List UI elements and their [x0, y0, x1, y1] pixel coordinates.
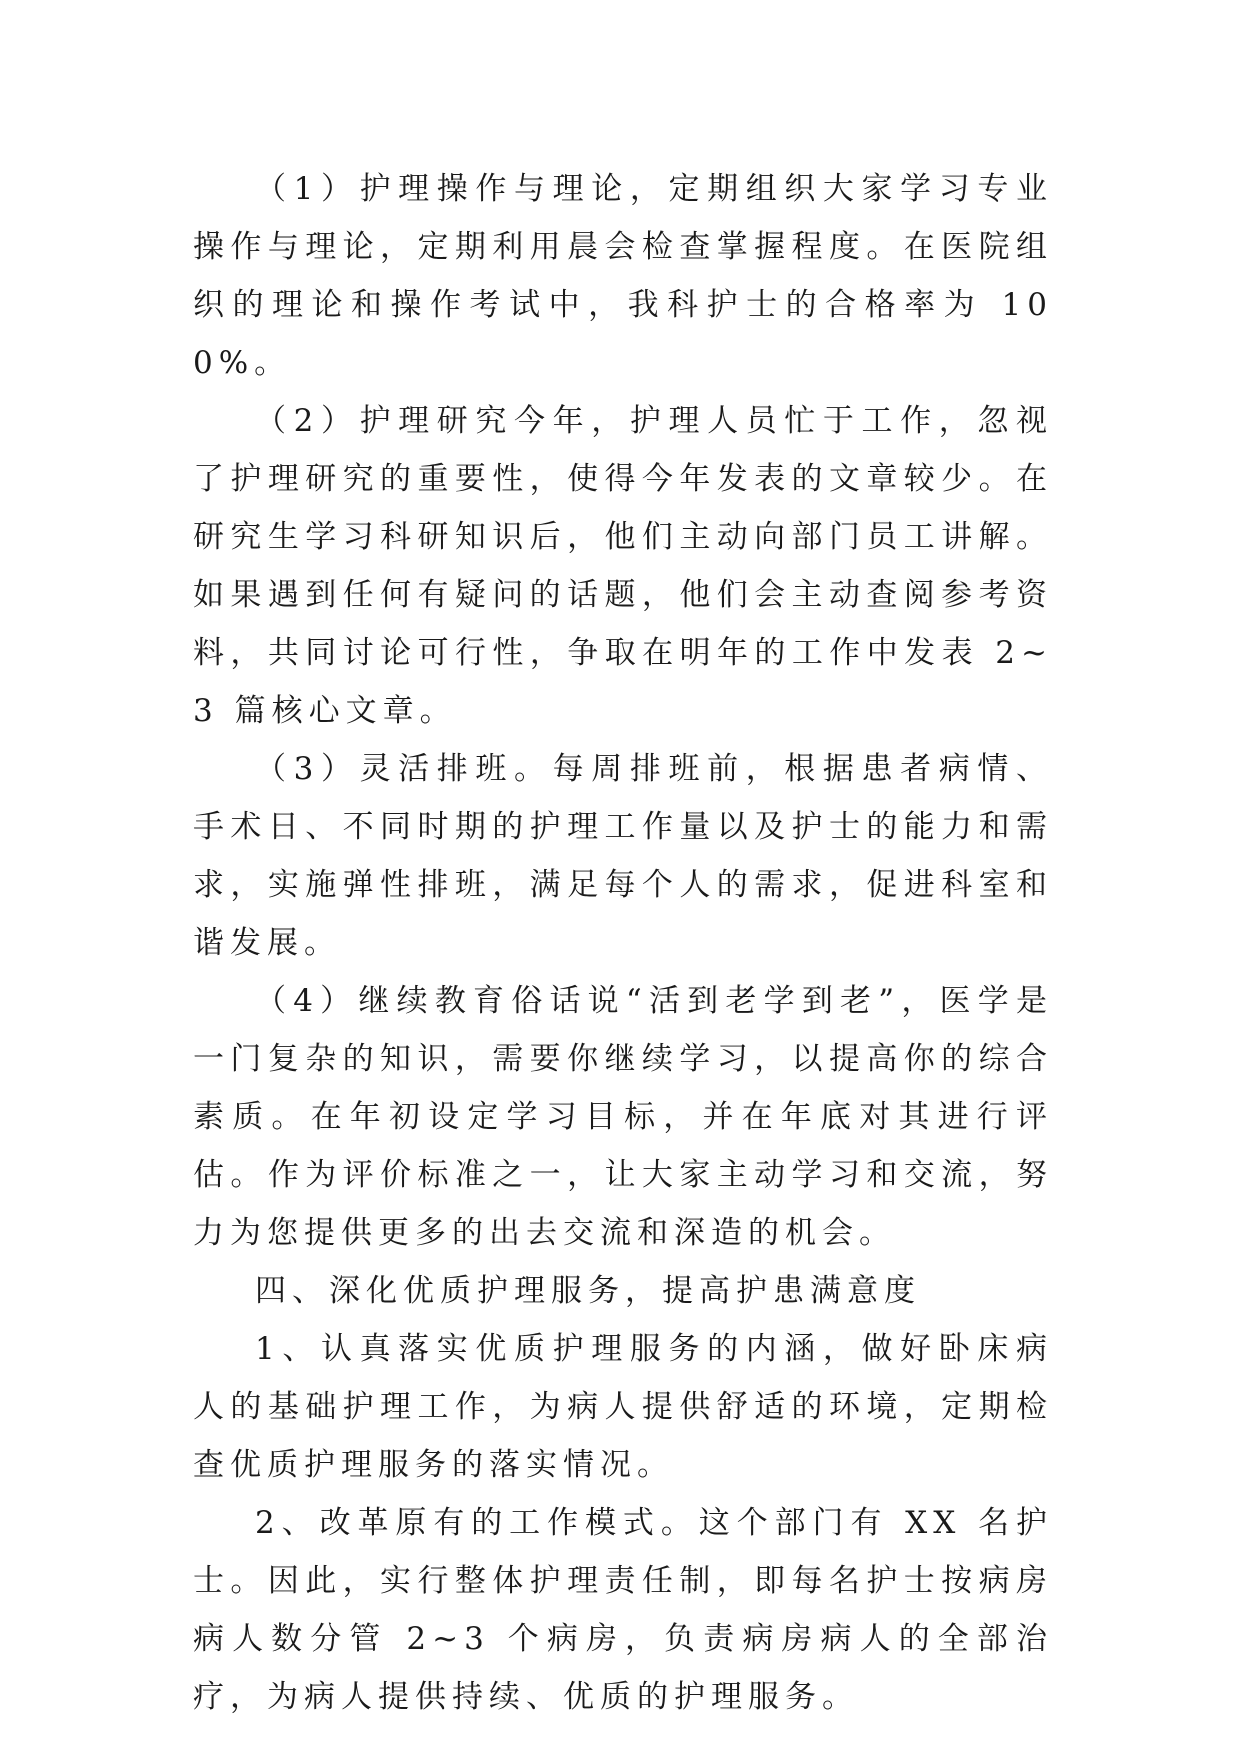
paragraph-quality-care-1: 1、认真落实优质护理服务的内涵，做好卧床病人的基础护理工作，为病人提供舒适的环境，定期检查优质护理服务的落实情况。: [193, 1331, 1053, 1483]
paragraph-continuing-education: （4）继续教育俗话说“活到老学到老”，医学是一门复杂的知识，需要你继续学习，以提高你的综合素质。在年初设定学习目标，并在年底对其进行评估。作为评价标准之一，让大家主动学习和交流，努力为您提供更多的出去交流和深造的机会。: [193, 983, 1053, 1251]
paragraph-nursing-theory: （1）护理操作与理论，定期组织大家学习专业操作与理论，定期利用晨会检查掌握程度。在医院组织的理论和操作考试中，我科护士的合格率为 100%。: [193, 171, 1053, 381]
paragraph-quality-care-2: 2、改革原有的工作模式。这个部门有 XX 名护士。因此，实行整体护理责任制，即每名护士按病房病人数分管 2~3 个病房，负责病房病人的全部治疗，为病人提供持续、优质的护理服务。: [193, 1505, 1053, 1715]
section-heading-quality-care: 四、深化优质护理服务，提高护患满意度: [255, 1273, 921, 1309]
document-body: [193, 160, 1053, 1726]
paragraph-flexible-scheduling: （3）灵活排班。每周排班前，根据患者病情、手术日、不同时期的护理工作量以及护士的能力和需求，实施弹性排班，满足每个人的需求，促进科室和谐发展。: [193, 751, 1053, 961]
paragraph-nursing-research: （2）护理研究今年，护理人员忙于工作，忽视了护理研究的重要性，使得今年发表的文章较少。在研究生学习科研知识后，他们主动向部门员工讲解。如果遇到任何有疑问的话题，他们会主动查阅参考资料，共同讨论可行性，争取在明年的工作中发表 2~3 篇核心文章。: [193, 403, 1053, 729]
